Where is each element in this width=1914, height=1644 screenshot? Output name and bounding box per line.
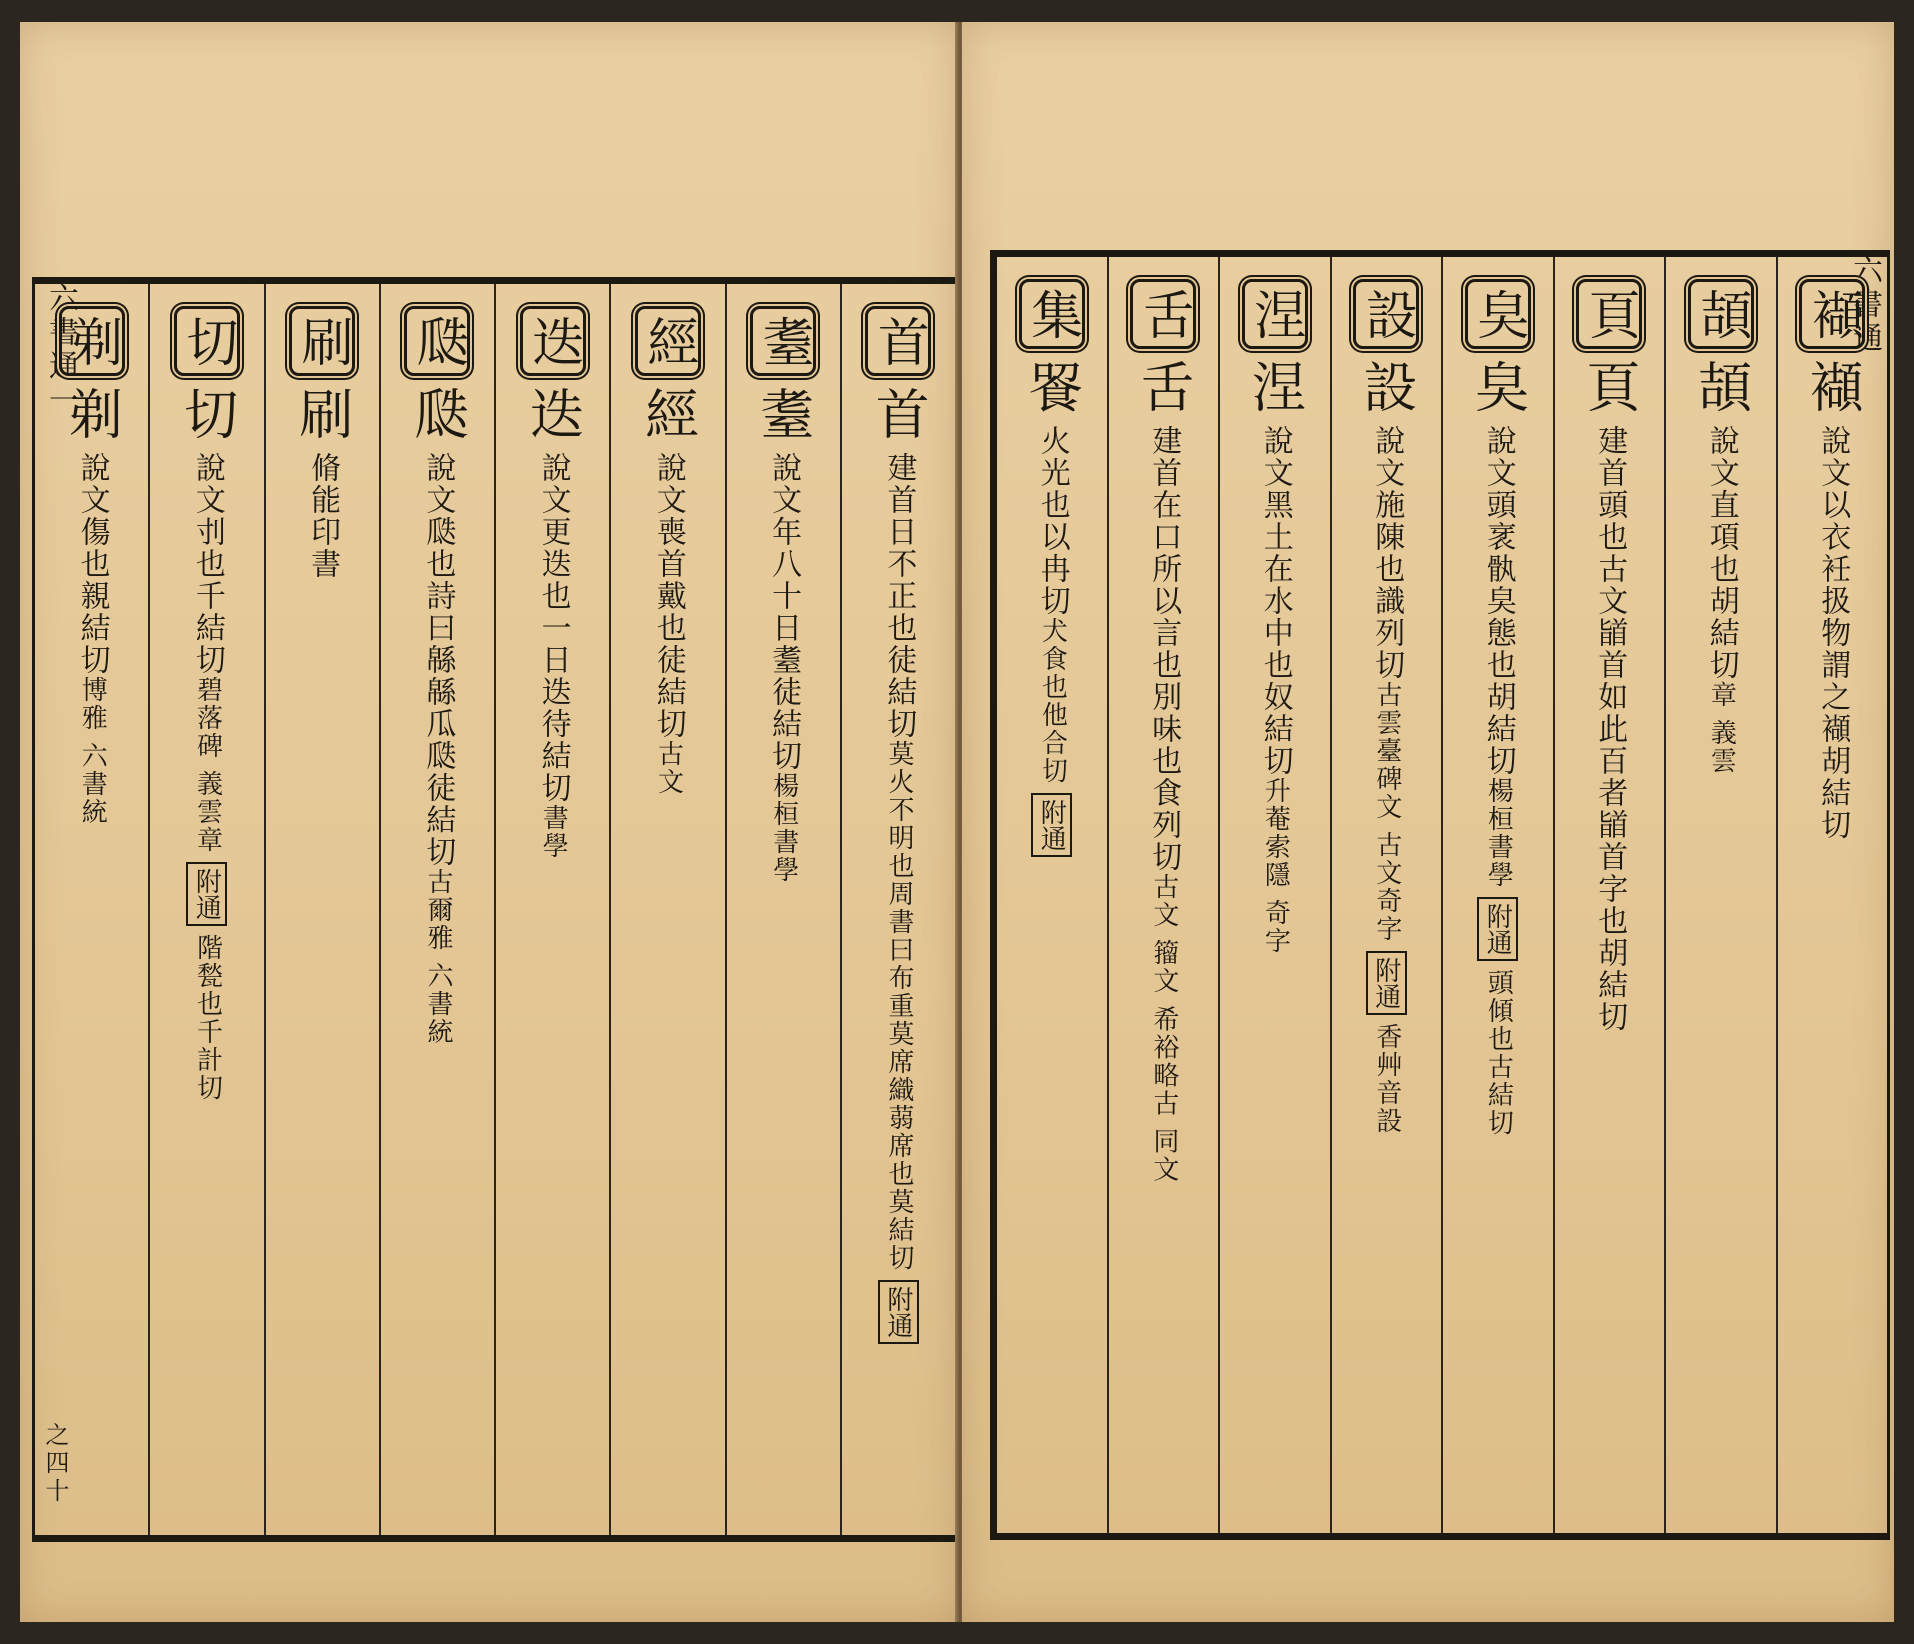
source-citation: 升菴索隱 奇字 (1260, 777, 1291, 956)
source-citation: 楊桓書學 (1483, 777, 1514, 889)
right-columns (997, 257, 1887, 1533)
entry-headword: 瓞 (404, 306, 470, 376)
appendix-marker: 附通 (186, 862, 227, 926)
source-citation: 古雲臺碑文 古文奇字 (1371, 681, 1402, 944)
entry-headword: 頡 (1688, 279, 1754, 349)
entry-headword: 舌 (1130, 279, 1196, 349)
appendix-marker: 附通 (1031, 793, 1072, 857)
gloss-text: 脩能印書 (305, 452, 341, 580)
entry-column (609, 284, 724, 1535)
entry-column (1776, 257, 1888, 1533)
entry-headword: 刷 (289, 306, 355, 376)
entry-headword: 耋 (750, 306, 816, 376)
source-citation: 章 義雲 (1706, 681, 1737, 776)
seal-script-form: 舌 (1132, 359, 1195, 417)
source-citation: 古文 籀文 希裕略古 同文 (1148, 873, 1179, 1184)
entry-column (1553, 257, 1665, 1533)
seal-script-form: 設 (1355, 359, 1418, 417)
seal-script-form: 剃 (60, 386, 124, 444)
gloss-text: 說文年八十日耋徒結切 (766, 452, 802, 772)
seal-script-form: 刷 (290, 386, 354, 444)
entry-column (997, 257, 1107, 1533)
seal-script-form: 切 (175, 386, 239, 444)
left-columns (35, 284, 955, 1535)
gloss-text: 說文以衣衽扱物謂之襭胡結切 (1815, 425, 1851, 841)
entry-headword: 襭 (1799, 279, 1865, 349)
seal-script-form: 䬭 (1020, 359, 1084, 417)
spine-title-left: 六書通一 (43, 282, 78, 418)
spine-title-right: 六書通 (1847, 254, 1882, 356)
gloss-text: 火光也以冉切 (1034, 425, 1070, 617)
gloss-text: 說文施陳也識列切 (1369, 425, 1405, 681)
appendix-marker: 附通 (1366, 951, 1407, 1015)
left-text-frame (32, 277, 962, 1542)
left-page (20, 22, 958, 1622)
entry-headword: 切 (174, 306, 240, 376)
entry-headword: 首 (865, 306, 931, 376)
seal-script-form: 耋 (751, 386, 815, 444)
gloss-text: 說文傷也親結切 (74, 452, 110, 676)
entry-column (1330, 257, 1442, 1533)
gloss-text: 說文更迭也一日迭待結切 (535, 452, 571, 804)
source-citation: 犬食也他合切 (1037, 617, 1068, 785)
gloss-text: 建首日不正也徒結切 (881, 452, 917, 740)
seal-script-form: 瓞 (406, 386, 470, 444)
seal-script-form: 襭 (1801, 359, 1864, 417)
source-citation: 古文 (653, 740, 684, 796)
appendix-gloss: 香艸音設 (1371, 1023, 1402, 1136)
seal-script-form: 頁 (1578, 359, 1641, 417)
gloss-text: 說文刌也千結切 (189, 452, 225, 676)
entry-headword: 經 (635, 306, 701, 376)
seal-script-form: 頡 (1689, 359, 1753, 417)
entry-headword: 㚖 (1465, 279, 1531, 349)
entry-headword: 涅 (1242, 279, 1308, 349)
entry-headword: 剃 (59, 306, 125, 376)
appendix-gloss: 階甃也千計切 (192, 934, 223, 1103)
appendix-marker: 附通 (878, 1280, 919, 1344)
entry-headword: 頁 (1576, 279, 1642, 349)
gloss-text: 說文頭衺骫㚖態也胡結切 (1480, 425, 1516, 777)
source-citation: 書學 (538, 804, 569, 860)
entry-column (148, 284, 263, 1535)
gloss-text: 建首在口所以言也別味也食列切 (1146, 425, 1182, 873)
source-citation: 莫火不明也周書曰布重莫席織蒻席也莫結切 (883, 740, 914, 1272)
source-citation: 楊桓書學 (768, 772, 799, 884)
seal-script-form: 首 (867, 386, 931, 444)
right-page (962, 22, 1894, 1622)
entry-headword: 設 (1353, 279, 1419, 349)
gloss-text: 說文瓞也詩曰緜緜瓜瓞徒結切 (420, 452, 456, 868)
source-citation: 碧落碑 義雲章 (192, 676, 223, 855)
seal-script-form: 涅 (1243, 359, 1307, 417)
entry-headword: 集 (1019, 279, 1085, 349)
appendix-marker: 附通 (1477, 897, 1518, 961)
entry-column (494, 284, 609, 1535)
seal-script-form: 經 (636, 386, 700, 444)
entry-column (1107, 257, 1219, 1533)
entry-column (840, 284, 955, 1535)
seal-script-form: 迭 (521, 386, 585, 444)
entry-column (35, 284, 148, 1535)
entry-column (1664, 257, 1776, 1533)
entry-headword: 迭 (520, 306, 586, 376)
entry-column (264, 284, 379, 1535)
gloss-text: 說文黑土在水中也奴結切 (1257, 425, 1293, 777)
entry-column (725, 284, 840, 1535)
seal-script-form: 㚖 (1466, 359, 1530, 417)
source-citation: 博雅 六書統 (77, 676, 108, 827)
gloss-text: 建首頭也古文䭫首如此百者䭫首字也胡結切 (1592, 425, 1628, 1033)
gloss-text: 說文直項也胡結切 (1703, 425, 1739, 681)
right-text-frame (990, 250, 1890, 1540)
entry-column (1441, 257, 1553, 1533)
gloss-text: 說文喪首戴也徒結切 (650, 452, 686, 740)
source-citation: 古爾雅 六書統 (422, 868, 453, 1047)
leaf-number: 之四十 (41, 1422, 69, 1506)
entry-column (1218, 257, 1330, 1533)
appendix-gloss: 頭傾也古結切 (1483, 969, 1514, 1137)
entry-column (379, 284, 494, 1535)
